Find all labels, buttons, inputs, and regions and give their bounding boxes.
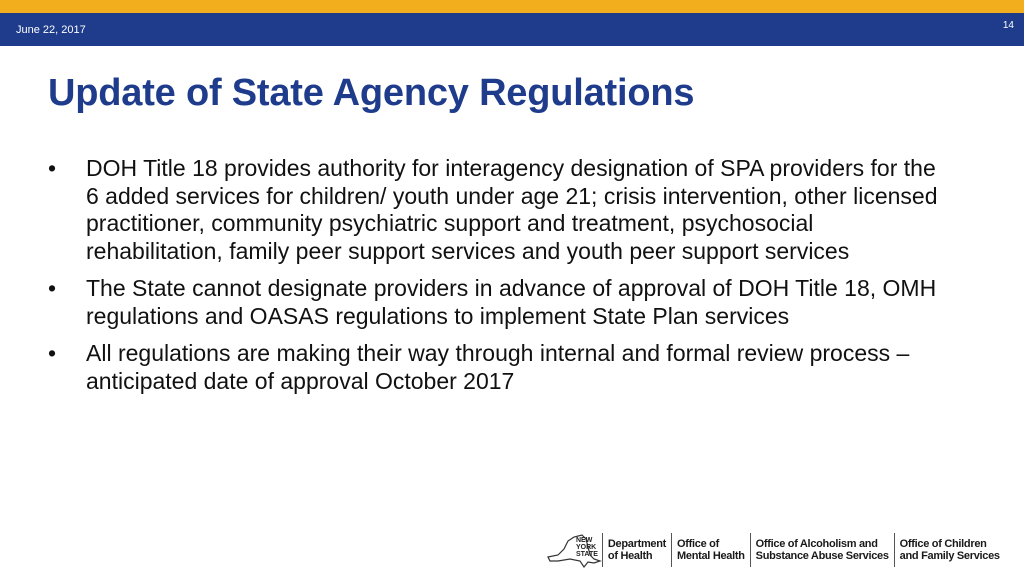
slide-title: Update of State Agency Regulations [48,72,695,114]
agency-oasas [750,533,894,567]
bullet-marker: • [48,340,57,366]
agency-logo-footer [544,530,1005,570]
bullet-text: All regulations are making their way through internal and formal review process – anticipated date of approval October 2017 [86,340,910,394]
bullet-marker: • [48,275,57,301]
ny-line-new: NEW [576,536,593,544]
agency-doh [602,533,671,567]
ny-state-logo [544,531,598,569]
agency-line: Substance Abuse Services [755,550,889,562]
agency-line: Office of Children [899,538,987,550]
agency-line: Department [607,538,667,550]
agency-line: of Health [607,550,653,562]
top-blue-bar [0,13,1024,46]
bullet-item [48,275,948,330]
agency-line: and Family Services [899,550,1000,562]
bullet-text: The State cannot designate providers in advance of approval of DOH Title 18, OMH regulations and OASAS regulations to implement State Plan services [86,275,937,329]
slide-date: June 22, 2017 [16,24,86,36]
agency-ocfs [894,533,1005,567]
bullet-item [48,155,948,265]
ny-state-wordmark [576,537,598,558]
agency-line: Mental Health [677,550,745,562]
page-number: 14 [1002,20,1014,31]
agency-line: Office of [677,538,719,550]
agency-line: Office of Alcoholism and [755,538,878,550]
bullet-list [48,155,948,405]
top-gold-bar [0,0,1024,13]
bullet-marker: • [48,155,57,181]
bullet-text: DOH Title 18 provides authority for interagency designation of SPA providers for the 6 added services for children/ youth under age 21; crisis intervention, other licensed practitioner, community psychiatric support and treatment, psychosocial rehabilitation, family peer support services and youth peer support services [86,155,938,264]
agency-omh [671,533,750,567]
bullet-item [48,340,948,395]
ny-line-york: YORK [576,543,597,551]
ny-line-state: STATE [576,550,598,558]
